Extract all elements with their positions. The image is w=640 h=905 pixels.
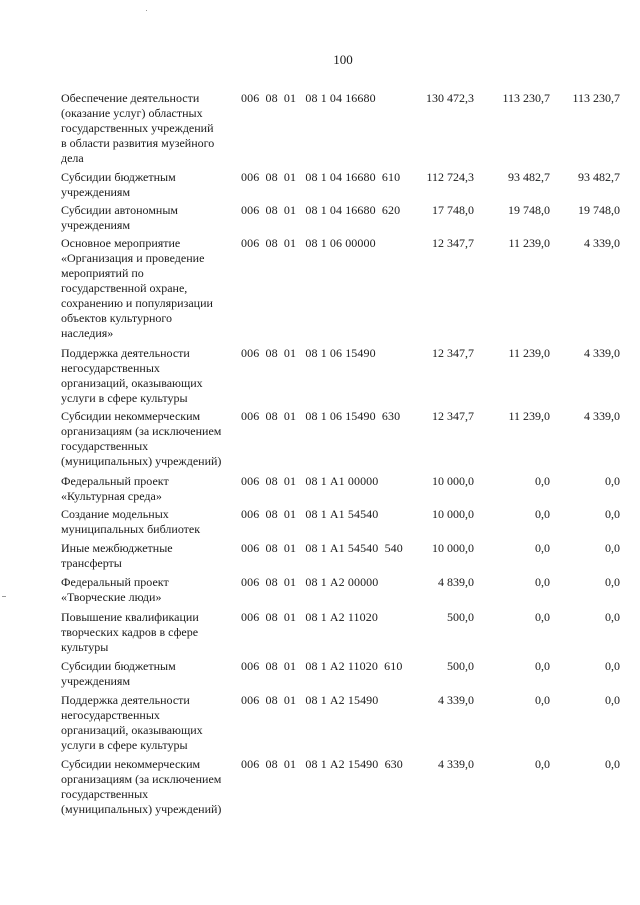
scan-speck — [146, 10, 147, 11]
row-name: Субсидии бюджетным учреждениям — [61, 170, 176, 199]
row-name: Обеспечение деятельности (оказание услуг) областных государственных учреждений в области развития музейного дела — [61, 91, 215, 165]
row-value-2022: 19 748,0 — [508, 203, 550, 217]
row-value-2021: 12 347,7 — [432, 346, 474, 360]
row-code: 006 08 01 08 1 А2 00000 — [241, 575, 379, 589]
row-code: 006 08 01 08 1 А2 15490 — [241, 693, 379, 707]
row-value-2023: 0,0 — [605, 474, 620, 488]
row-value-2023: 93 482,7 — [578, 170, 620, 184]
row-value-2021: 10 000,0 — [432, 541, 474, 555]
row-name: Поддержка деятельности негосударственных организаций, оказывающих услуги в сфере культуры — [61, 346, 203, 405]
row-code: 006 08 01 08 1 А1 54540 540 — [241, 541, 403, 555]
row-value-2022: 0,0 — [535, 541, 550, 555]
row-value-2021: 500,0 — [447, 659, 474, 673]
row-value-2021: 12 347,7 — [432, 236, 474, 250]
row-name: Создание модельных муниципальных библиотек — [61, 507, 201, 536]
row-name: Субсидии автономным учреждениям — [61, 203, 178, 232]
row-code: 006 08 01 08 1 А2 15490 630 — [241, 757, 403, 771]
row-value-2022: 113 230,7 — [502, 91, 550, 105]
row-value-2021: 500,0 — [447, 610, 474, 624]
row-value-2021: 10 000,0 — [432, 474, 474, 488]
row-value-2023: 0,0 — [605, 507, 620, 521]
row-code: 006 08 01 08 1 06 15490 — [241, 346, 376, 360]
row-name: Поддержка деятельности негосударственных организаций, оказывающих услуги в сфере культуры — [61, 693, 203, 752]
row-code: 006 08 01 08 1 04 16680 — [241, 91, 376, 105]
row-value-2023: 4 339,0 — [584, 409, 620, 423]
row-name: Федеральный проект «Творческие люди» — [61, 575, 169, 604]
row-value-2023: 0,0 — [605, 659, 620, 673]
row-value-2022: 0,0 — [535, 693, 550, 707]
row-value-2023: 0,0 — [605, 575, 620, 589]
row-value-2023: 113 230,7 — [572, 91, 620, 105]
row-value-2022: 0,0 — [535, 575, 550, 589]
row-value-2022: 0,0 — [535, 659, 550, 673]
row-code: 006 08 01 08 1 06 00000 — [241, 236, 376, 250]
row-name: Основное мероприятие «Организация и проведение мероприятий по государственной охране, сохранению и популяризации объектов культурного наследия» — [61, 236, 213, 340]
row-code: 006 08 01 08 1 А1 54540 — [241, 507, 379, 521]
row-name: Иные межбюджетные трансферты — [61, 541, 173, 570]
row-name: Субсидии некоммерческим организациям (за исключением государственных (муниципальных) учреждений) — [61, 757, 222, 816]
row-value-2022: 11 239,0 — [508, 346, 550, 360]
row-code: 006 08 01 08 1 04 16680 610 — [241, 170, 401, 184]
row-value-2021: 130 472,3 — [426, 91, 474, 105]
row-code: 006 08 01 08 1 06 15490 630 — [241, 409, 401, 423]
row-name: Субсидии бюджетным учреждениям — [61, 659, 176, 688]
scan-speck — [2, 596, 6, 597]
row-code: 006 08 01 08 1 А1 00000 — [241, 474, 379, 488]
page-number: 100 — [333, 52, 353, 67]
row-name: Повышение квалификации творческих кадров в сфере культуры — [61, 610, 199, 654]
row-value-2021: 4 339,0 — [438, 693, 474, 707]
row-value-2022: 0,0 — [535, 757, 550, 771]
row-value-2022: 11 239,0 — [508, 236, 550, 250]
row-value-2021: 12 347,7 — [432, 409, 474, 423]
row-value-2023: 4 339,0 — [584, 346, 620, 360]
row-value-2021: 4 839,0 — [438, 575, 474, 589]
row-name: Субсидии некоммерческим организациям (за исключением государственных (муниципальных) учреждений) — [61, 409, 222, 468]
row-value-2021: 17 748,0 — [432, 203, 474, 217]
row-code: 006 08 01 08 1 А2 11020 610 — [241, 659, 403, 673]
row-value-2023: 0,0 — [605, 693, 620, 707]
row-value-2023: 0,0 — [605, 610, 620, 624]
row-value-2021: 112 724,3 — [426, 170, 474, 184]
row-value-2022: 0,0 — [535, 474, 550, 488]
row-value-2021: 4 339,0 — [438, 757, 474, 771]
row-value-2022: 0,0 — [535, 507, 550, 521]
row-value-2023: 19 748,0 — [578, 203, 620, 217]
row-value-2022: 0,0 — [535, 610, 550, 624]
row-code: 006 08 01 08 1 04 16680 620 — [241, 203, 401, 217]
row-value-2021: 10 000,0 — [432, 507, 474, 521]
row-value-2023: 0,0 — [605, 757, 620, 771]
row-value-2022: 11 239,0 — [508, 409, 550, 423]
row-value-2023: 4 339,0 — [584, 236, 620, 250]
row-value-2022: 93 482,7 — [508, 170, 550, 184]
row-value-2023: 0,0 — [605, 541, 620, 555]
row-name: Федеральный проект «Культурная среда» — [61, 474, 169, 503]
row-code: 006 08 01 08 1 А2 11020 — [241, 610, 378, 624]
